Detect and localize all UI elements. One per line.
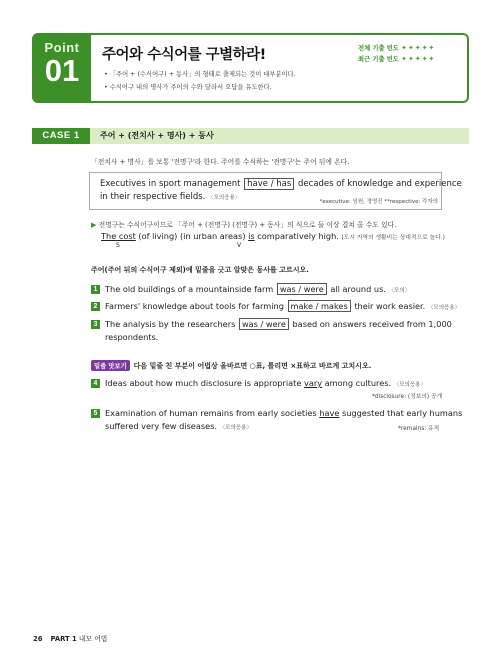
case-title: 주어 + (전치사 + 명사) + 동사 [100,131,214,140]
point-badge [33,34,91,102]
question-3 [91,319,452,329]
case-note [91,219,396,229]
choice-box[interactable]: make / makes [288,300,351,312]
source-tag: 〈모의응용〉 [393,382,426,388]
point-bullet: • 수식어구 내의 명사가 주어의 수와 달라서 오답을 유도한다. [104,84,272,91]
example-footnote: *executive: 임원, 경영진 **respective: 각자의 [319,199,438,205]
subject-marker: S [116,242,120,249]
page-number: 26 [33,635,43,643]
question-text: Examination of human remains from early societies [105,408,320,418]
question-4 [91,378,426,388]
triangle-right-icon: ▶ [91,221,97,229]
sentence-subject: The cost [101,231,136,241]
review-tag: 밑줄 맛보기 [91,360,130,371]
question-text: suggested that early humans [339,408,463,418]
verb-marker: V [237,242,242,249]
point-bullets [104,68,296,94]
example-text: Executives in sport management [100,179,241,189]
review-text: 다음 밑줄 친 부분이 어법상 올바르면 ○표, 틀리면 ×표하고 바르게 고치시오. [133,362,372,370]
question-number: 2 [91,302,100,311]
point-word: Point [44,40,80,55]
case-label: CASE 1 [32,128,90,144]
underlined-word[interactable]: vary [303,378,323,388]
choice-box[interactable]: was / were [239,318,289,330]
choice-box[interactable]: was / were [277,283,327,295]
case-intro: 「전치사 + 명사」를 보통 '전명구'라 한다. 주어를 수식하는 '전명구'는 주어 뒤에 온다. [91,158,350,166]
question-1 [91,284,410,294]
source-tag: 〈모의〉 [388,288,411,294]
question-4-footnote: *disclosure: (정보의) 공개 [372,394,443,400]
choice-box[interactable]: have / has [244,178,294,190]
section-label: 내모 어법 [78,635,108,643]
case-bar [32,128,469,144]
sentence-verb: is [248,231,255,241]
question-text: among cultures. [322,378,392,388]
question-number: 5 [91,409,100,418]
question-number: 4 [91,379,100,388]
question-number: 3 [91,320,100,329]
question-5-footnote: *remains: 유적 [398,426,440,432]
question-text: suffered very few diseases. [105,421,218,431]
question-text: The old buildings of a mountainside farm [105,284,274,294]
freq-label: 최근 기출 빈도 [358,56,399,63]
star-rating-icon: ✦✦✦✦✦ [401,44,436,52]
question-number: 1 [91,285,100,294]
example-sentence [101,231,445,241]
part-label: PART 1 [50,635,77,643]
example-text: decades of knowledge and experience [298,179,462,189]
exercise-instruction: 주어(주어 뒤의 수식어구 제외)에 밑줄을 긋고 알맞은 동사를 고르시오. [91,266,309,274]
example-line-1 [100,179,462,189]
freq-label: 전체 기출 빈도 [358,45,399,52]
example-line-2 [100,192,240,202]
source-tag: 〈모의응용〉 [208,195,241,201]
point-bullet: • 「주어 + (수식어구) + 동사」의 형태로 출제되는 것이 대부분이다. [104,71,296,78]
question-text: Ideas about how much disclosure is appropriate [105,378,304,388]
star-rating-icon: ✦✦✦✦✦ [401,55,436,63]
review-instruction [91,360,371,371]
question-text: Farmers' knowledge about tools for farming [105,301,284,311]
source-tag: 〈모의응용〉 [427,305,461,311]
page-footer [33,633,107,643]
question-text: all around us. [330,284,386,294]
sentence-modifiers: (of living) (in urban areas) [135,231,249,241]
question-text: based on answers received from 1,000 [292,319,452,329]
question-text: The analysis by the researchers [105,319,236,329]
example-text: in their respective fields. [100,192,206,202]
underlined-word[interactable]: have [319,408,340,418]
question-3-continued: respondents. [105,332,159,342]
point-title: 주어와 수식어를 구별하라! [102,47,266,63]
question-5-continued [105,421,252,431]
question-text: their work easier. [354,301,426,311]
point-number: 01 [44,53,80,88]
sentence-gloss: (도시 지역의 생활비는 상대적으로 높다.) [341,235,445,241]
sentence-rest: comparatively high. [254,231,339,241]
frequency-rating [358,43,435,65]
question-2 [91,301,460,311]
case-note-text: 전명구는 수식어구이므로 「주어 + (전명구) (전명구) + 동사」의 식으로 둘 이상 겹쳐 올 수도 있다. [98,221,397,229]
question-5 [91,408,462,418]
source-tag: 〈모의응용〉 [219,425,252,431]
